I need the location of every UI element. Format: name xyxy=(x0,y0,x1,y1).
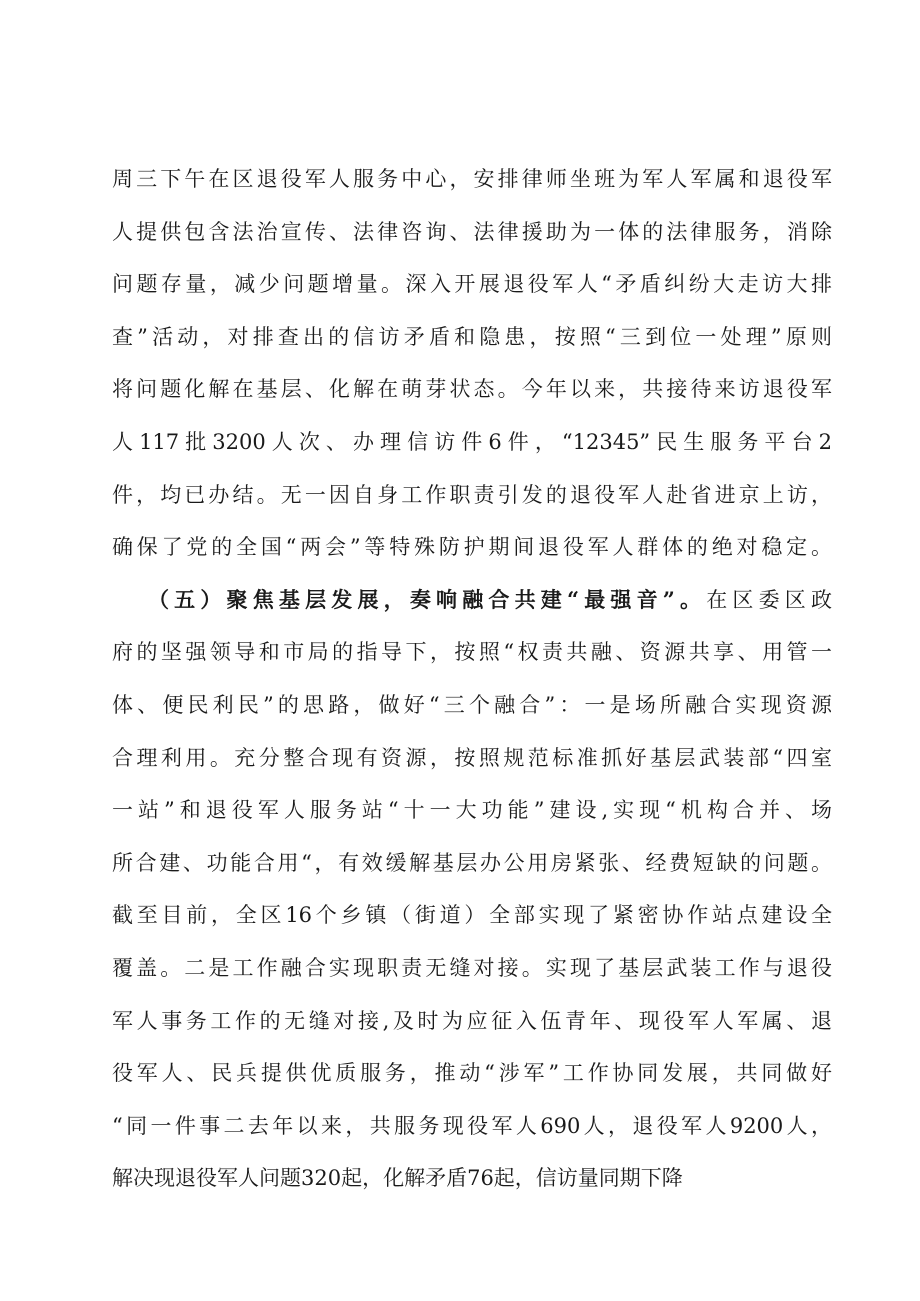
text-line: 体、便民利民”的思路，做好“三个融合”：一是场所融合实现资源 xyxy=(112,692,832,717)
text-line: 确保了党的全国“两会”等特殊防护期间退役军人群体的绝对稳定。 xyxy=(112,535,832,560)
text-line: 件，均已办结。无一因自身工作职责引发的退役军人赴省进京上访， xyxy=(112,482,832,507)
text-line: 将问题化解在基层、化解在萌芽状态。今年以来，共接待来访退役军 xyxy=(112,377,832,402)
text-line: 人117批3200人次、办理信访件6件，“12345”民生服务平台2 xyxy=(112,429,832,454)
section-heading-line xyxy=(112,574,832,627)
text-line: 合理利用。充分整合现有资源，按照规范标准抓好基层武装部“四室 xyxy=(112,745,832,770)
text-line: 府的坚强领导和市局的指导下，按照“权责共融、资源共享、用管一 xyxy=(112,640,832,665)
text-line: 周三下午在区退役军人服务中心，安排律师坐班为军人军属和退役军 xyxy=(112,167,832,191)
section-heading-rest: 在区委区政 xyxy=(706,587,832,612)
section-heading: （五）聚焦基层发展，奏响融合共建“最强音”。 xyxy=(148,586,707,612)
text-line: “同一件事二去年以来，共服务现役军人690人，退役军人9200人， xyxy=(112,1113,832,1138)
text-line: 截至目前，全区16个乡镇（街道）全部实现了紧密协作站点建设全 xyxy=(112,903,832,928)
text-line: 所合建、功能合用“，有效缓解基层办公用房紧张、经费短缺的问题。 xyxy=(112,850,832,875)
text-line: 问题存量，减少问题增量。深入开展退役军人“矛盾纠纷大走访大排 xyxy=(112,272,832,297)
text-line: 役军人、民兵提供优质服务，推动“涉军”工作协同发展，共同做好 xyxy=(112,1061,832,1086)
text-line: 军人事务工作的无缝对接,及时为应征入伍青年、现役军人军属、退 xyxy=(112,1008,832,1033)
text-line: 查”活动，对排查出的信访矛盾和隐患，按照“三到位一处理”原则 xyxy=(112,324,832,349)
text-line: 一站”和退役军人服务站“十一大功能”建设,实现“机构合并、场 xyxy=(112,798,832,823)
text-line: 人提供包含法治宣传、法律咨询、法律援助为一体的法律服务，消除 xyxy=(112,219,832,244)
text-line: 解决现退役军人问题320起，化解矛盾76起，信访量同期下降 xyxy=(112,1166,683,1191)
document-body xyxy=(112,153,832,1205)
text-line: 覆盖。二是工作融合实现职责无缝对接。实现了基层武装工作与退役 xyxy=(112,955,832,980)
